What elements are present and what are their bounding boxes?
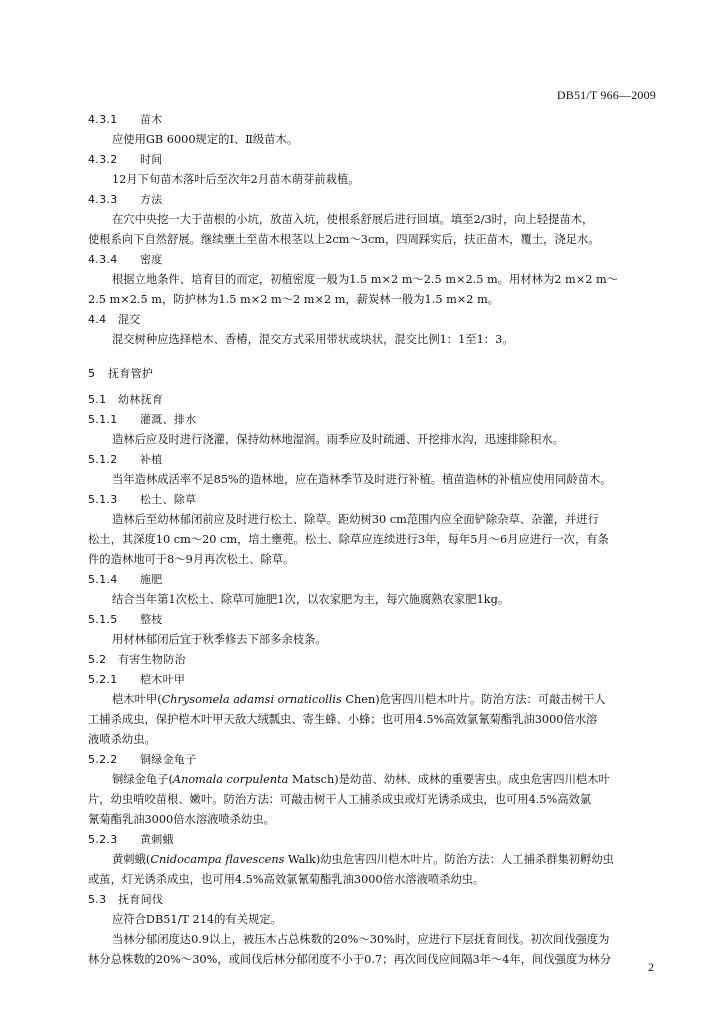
- heading-4-3-2: [88, 150, 658, 170]
- section-title: 有害生物防治: [118, 653, 186, 666]
- scientific-name: Anomala corpulenta: [172, 773, 289, 786]
- heading-5-1-3: [88, 490, 658, 510]
- section-title: 幼林抚育: [118, 393, 164, 406]
- section-title: 密度: [140, 253, 163, 266]
- paragraph-line: 当林分郁闭度达0.9以上，被压木占总株数的20%～30%时，应进行下层抚育间伐。初次间伐强度为: [112, 933, 610, 946]
- heading-4-4: [88, 310, 658, 330]
- heading-5-1-4: [88, 570, 658, 590]
- section-title: 混交: [118, 313, 141, 326]
- heading-5-2: [88, 650, 658, 670]
- paragraph-line: 或茧，灯光诱杀成虫，也可用4.5%高效氯氰菊酯乳油3000倍水溶液喷杀幼虫。: [88, 873, 485, 886]
- section-number: 5.1.5: [88, 613, 118, 626]
- heading-5-1-2: [88, 450, 658, 470]
- section-title: 补植: [140, 453, 163, 466]
- paragraph-line: 根据立地条件、培育目的而定，初植密度一般为1.5 m×2 m～2.5 m×2.5 m。用材林为2 m×2 m～: [112, 273, 618, 286]
- paragraph-line: 松土，其深度10 cm～20 cm，培土壅蔸。松土、除草应连续进行3年，每年5月～6月应进行一次，有条: [88, 533, 609, 546]
- heading-4-3-4: [88, 250, 658, 270]
- section-title: 整枝: [140, 613, 163, 626]
- scientific-name: Cnidocampa flavescens: [150, 853, 285, 866]
- heading-5-1: [88, 390, 658, 410]
- section-title: 灌溉、排水: [140, 413, 197, 426]
- standard-code: DB51/T 966—2009: [556, 88, 656, 102]
- paragraph-line: [88, 690, 658, 710]
- paragraph: 12月下旬苗木落叶后至次年2月苗木萌芽前栽植。: [112, 173, 360, 186]
- paragraph-line: 件的造林地可于8～9月再次松土、除草。: [88, 553, 295, 566]
- section-title: 黄刺蛾: [140, 833, 174, 846]
- paragraph-line: 工捕杀成虫，保护桤木叶甲天敌大绒瓢虫、寄生蜂、小蜂；也可用4.5%高效氯氰菊酯乳油3000倍水溶: [88, 713, 598, 726]
- paragraph-line: 使根系向下自然舒展。继续壅土至苗木根茎以上2cm～3cm，四周踩实后，扶正苗木，覆土，浇足水。: [88, 233, 600, 246]
- section-number: 5.1.3: [88, 493, 118, 506]
- text: Chen)危害四川桤木叶片。防治方法：可敲击树干人: [341, 693, 606, 706]
- section-title: 桤木叶甲: [140, 673, 186, 686]
- section-title: 抚育管护: [108, 367, 154, 380]
- text: 铜绿金龟子(: [112, 773, 173, 786]
- heading-5-2-2: [88, 750, 658, 770]
- paragraph: 造林后应及时进行浇灌，保持幼林地湿润。雨季应及时疏通、开挖排水沟，迅速排除积水。: [112, 433, 564, 446]
- heading-5-1-1: [88, 410, 658, 430]
- paragraph: 用材林郁闭后宜于秋季修去下部多余枝条。: [112, 633, 327, 646]
- paragraph-line: 应符合DB51/T 214的有关规定。: [112, 913, 282, 926]
- section-number: 4.4: [88, 313, 107, 326]
- paragraph-line: 液喷杀幼虫。: [88, 733, 156, 746]
- paragraph: 混交树种应选择桤木、香椿，混交方式采用带状或块状，混交比例1：1至1：3。: [112, 333, 514, 346]
- section-title: 施肥: [140, 573, 163, 586]
- section-number: 4.3.3: [88, 193, 118, 206]
- paragraph: 当年造林成活率不足85%的造林地，应在造林季节及时进行补植。植苗造林的补植应使用同龄苗木。: [112, 473, 612, 486]
- section-number: 4.3.4: [88, 253, 118, 266]
- section-title: 松土、除草: [140, 493, 197, 506]
- paragraph: 结合当年第1次松土、除草可施肥1次，以农家肥为主，每穴施腐熟农家肥1kg。: [112, 593, 510, 606]
- heading-4-3-1: [88, 110, 658, 130]
- paragraph: 应使用GB 6000规定的Ⅰ、Ⅱ级苗木。: [112, 133, 299, 146]
- section-title: 方法: [140, 193, 163, 206]
- section-number: 5.1.2: [88, 453, 118, 466]
- text: Matsch)是幼苗、幼林、成林的重要害虫。成虫危害四川桤木叶: [288, 773, 610, 786]
- section-number: 5.2.2: [88, 753, 118, 766]
- section-title: 苗木: [140, 113, 163, 126]
- heading-5-1-5: [88, 610, 658, 630]
- text: Walk)幼虫危害四川桤木叶片。防治方法：人工捕杀群集初孵幼虫: [284, 853, 614, 866]
- text: 黄刺蛾(: [112, 853, 151, 866]
- section-number: 5.1: [88, 393, 107, 406]
- paragraph-line: [88, 850, 658, 870]
- paragraph-line: [88, 770, 658, 790]
- heading-5-3: [88, 890, 658, 910]
- document-body: [88, 110, 658, 970]
- section-number: 5.2.1: [88, 673, 118, 686]
- section-number: 4.3.1: [88, 113, 118, 126]
- section-title: 抚育间伐: [118, 893, 164, 906]
- paragraph-line: 2.5 m×2.5 m，防护林为1.5 m×2 m～2 m×2 m，薪炭林一般为1.5 m×2 m。: [88, 293, 500, 306]
- section-number: 4.3.2: [88, 153, 118, 166]
- section-number: 5.3: [88, 893, 107, 906]
- section-number: 5.1.1: [88, 413, 118, 426]
- paragraph-line: 氰菊酯乳油3000倍水溶液喷杀幼虫。: [88, 813, 275, 826]
- paragraph-line: 在穴中央挖一大于苗根的小坑，放苗入坑，使根系舒展后进行回填。填至2/3时，向上轻提苗木，: [112, 213, 594, 226]
- paragraph-line: 片，幼虫啃咬苗根、嫩叶。防治方法：可敲击树干人工捕杀成虫或灯光诱杀成虫，也可用4.5%高效氯: [88, 793, 592, 806]
- paragraph-line: 造林后至幼林郁闭前应及时进行松土、除草。距幼树30 cm范围内应全面铲除杂草、杂灌，并进行: [112, 513, 599, 526]
- heading-4-3-3: [88, 190, 658, 210]
- section-number: 5.2: [88, 653, 107, 666]
- section-number: 5.1.4: [88, 573, 118, 586]
- section-title: 铜绿金龟子: [140, 753, 197, 766]
- section-number: 5: [88, 367, 96, 380]
- section-title: 时间: [140, 153, 163, 166]
- text: 桤木叶甲(: [112, 693, 162, 706]
- scientific-name: Chrysomela adamsi ornaticollis: [161, 693, 342, 706]
- section-number: 5.2.3: [88, 833, 118, 846]
- paragraph-line: 林分总株数的20%～30%，或间伐后林分郁闭度不小于0.7；再次间伐应间隔3年～4年，间伐强度为林分: [88, 953, 612, 966]
- heading-5: [88, 364, 658, 384]
- heading-5-2-3: [88, 830, 658, 850]
- heading-5-2-1: [88, 670, 658, 690]
- page-number: 2: [648, 960, 654, 974]
